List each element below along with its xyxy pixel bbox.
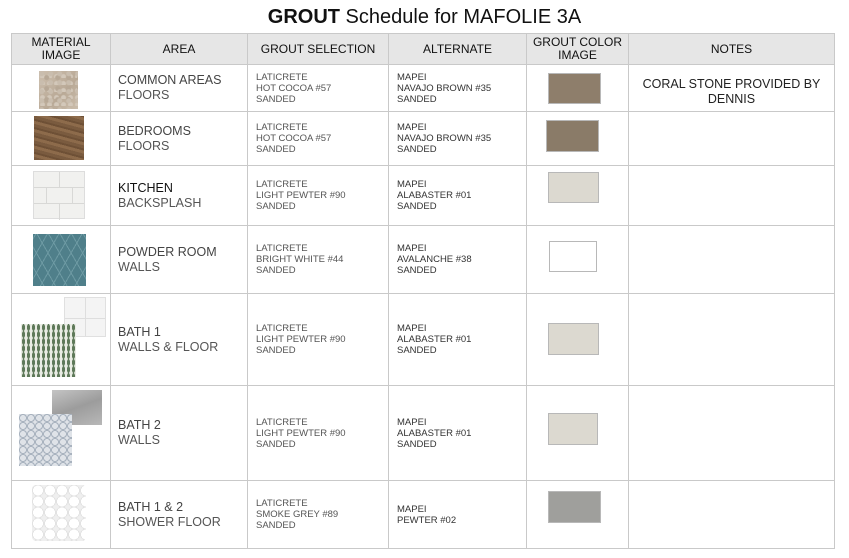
grout-selection-cell: LATICRETE SMOKE GREY #89 SANDED <box>248 481 389 549</box>
grout-selection-cell: LATICRETE BRIGHT WHITE #44 SANDED <box>248 226 389 294</box>
table-row <box>12 226 835 294</box>
grout-color-cell <box>527 386 629 481</box>
page-title <box>0 5 849 29</box>
alternate-cell: MAPEI ALABASTER #01 SANDED <box>389 166 527 226</box>
header-alternate: ALTERNATE <box>389 34 527 65</box>
grout-color-swatch <box>546 120 599 152</box>
grout-color-cell <box>527 166 629 226</box>
grout-color-swatch <box>549 241 597 272</box>
white-hexagon-mosaic-image <box>32 485 86 541</box>
wood-plank-tile-image <box>34 116 84 160</box>
notes-cell <box>629 112 835 166</box>
header-grout-selection: GROUT SELECTION <box>248 34 389 65</box>
grout-color-swatch <box>548 491 601 523</box>
grout-color-swatch <box>548 73 601 104</box>
header-material-image: MATERIAL IMAGE <box>12 34 111 65</box>
title-rest: Schedule for MAFOLIE 3A <box>339 6 582 28</box>
white-subway-tile-image <box>33 171 85 219</box>
coral-stone-tile-image <box>39 71 78 109</box>
table-row <box>12 166 835 226</box>
grout-color-cell <box>527 112 629 166</box>
grout-color-cell <box>527 481 629 549</box>
material-image-cell <box>12 481 111 549</box>
grout-color-cell <box>527 226 629 294</box>
table-row <box>12 386 835 481</box>
alternate-cell: MAPEI NAVAJO BROWN #35 SANDED <box>389 112 527 166</box>
grout-color-cell <box>527 294 629 386</box>
header-area: AREA <box>111 34 248 65</box>
area-cell: POWDER ROOM WALLS <box>111 226 248 294</box>
grout-schedule-table <box>11 33 835 549</box>
header-grout-color-image: GROUT COLOR IMAGE <box>527 34 629 65</box>
table-row <box>12 481 835 549</box>
header-notes: NOTES <box>629 34 835 65</box>
grout-selection-cell: LATICRETE LIGHT PEWTER #90 SANDED <box>248 294 389 386</box>
grout-color-cell <box>527 65 629 112</box>
alternate-cell: MAPEI ALABASTER #01 SANDED <box>389 294 527 386</box>
alternate-cell: MAPEI NAVAJO BROWN #35 SANDED <box>389 65 527 112</box>
blue-picket-tile-image <box>33 234 86 286</box>
grout-selection-cell: LATICRETE LIGHT PEWTER #90 SANDED <box>248 386 389 481</box>
material-image-cell <box>12 166 111 226</box>
grout-color-swatch <box>548 172 599 203</box>
table-row <box>12 294 835 386</box>
material-image-cell <box>12 294 111 386</box>
notes-cell <box>629 166 835 226</box>
area-cell: BATH 1 WALLS & FLOOR <box>111 294 248 386</box>
alternate-cell: MAPEI ALABASTER #01 SANDED <box>389 386 527 481</box>
grout-selection-cell: LATICRETE HOT COCOA #57 SANDED <box>248 112 389 166</box>
area-cell: BEDROOMS FLOORS <box>111 112 248 166</box>
area-cell: BATH 1 & 2 SHOWER FLOOR <box>111 481 248 549</box>
material-image-cell <box>12 226 111 294</box>
area-cell: KITCHEN BACKSPLASH <box>111 166 248 226</box>
patterned-mosaic-tile-image <box>19 414 72 466</box>
alternate-cell: MAPEI PEWTER #02 <box>389 481 527 549</box>
alternate-cell: MAPEI AVALANCHE #38 SANDED <box>389 226 527 294</box>
table-row <box>12 65 835 112</box>
grout-selection-cell: LATICRETE HOT COCOA #57 SANDED <box>248 65 389 112</box>
grout-color-swatch <box>548 413 598 445</box>
notes-cell <box>629 226 835 294</box>
notes-cell <box>629 386 835 481</box>
title-bold: GROUT <box>267 6 340 28</box>
notes-cell <box>629 481 835 549</box>
area-cell: COMMON AREAS FLOORS <box>111 65 248 112</box>
table-row <box>12 112 835 166</box>
material-image-cell <box>12 112 111 166</box>
green-brushstroke-tile-image <box>21 324 76 377</box>
header-row <box>12 34 835 65</box>
grout-color-swatch <box>548 323 599 355</box>
notes-cell <box>629 294 835 386</box>
material-image-cell <box>12 386 111 481</box>
notes-cell: CORAL STONE PROVIDED BY DENNIS <box>629 65 835 112</box>
material-image-cell <box>12 65 111 112</box>
area-cell: BATH 2 WALLS <box>111 386 248 481</box>
grout-selection-cell: LATICRETE LIGHT PEWTER #90 SANDED <box>248 166 389 226</box>
